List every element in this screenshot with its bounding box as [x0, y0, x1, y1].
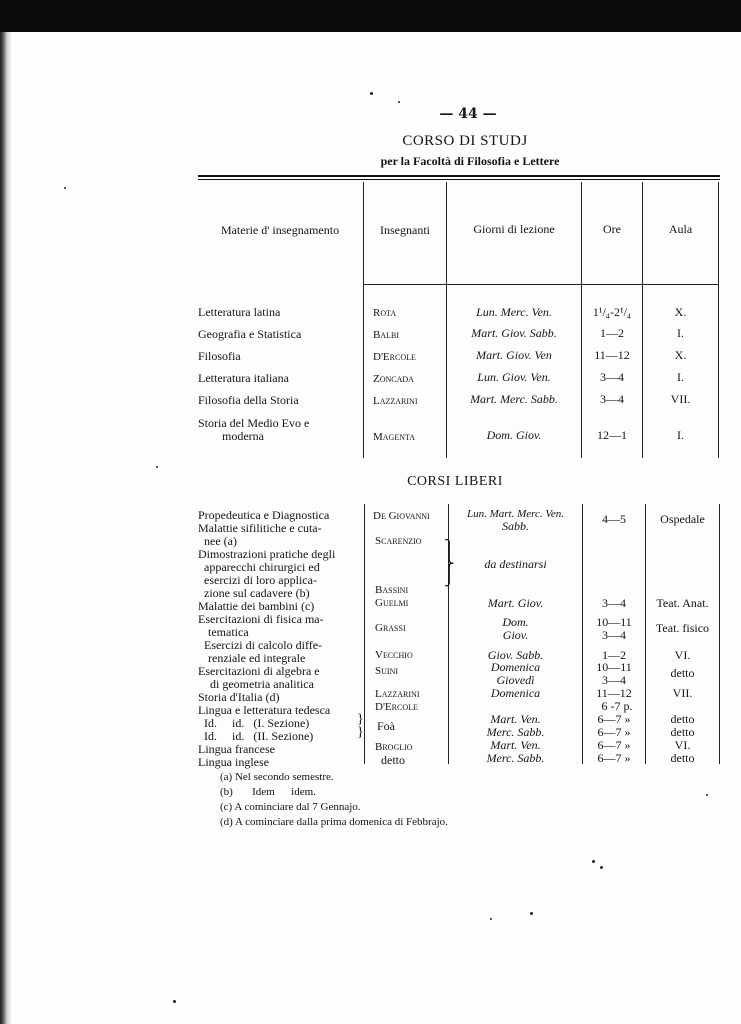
footnote-text: A cominciare dalla prima domenica di Febbrajo. — [234, 816, 448, 828]
insegnante-cell: Vecchio — [375, 649, 413, 661]
giorni-cell: Sabb. — [502, 519, 529, 533]
aula-cell: detto — [670, 751, 695, 765]
footnote-mark: (d) — [220, 816, 233, 828]
insegnante-cell: D'Ercole — [373, 351, 416, 363]
table-top-rule-thin — [198, 179, 720, 180]
materia-cell: Esercitazioni di fisica ma- — [198, 612, 324, 626]
scan-speck — [64, 187, 66, 189]
giorni-cell: Lun. Merc. Ven. — [476, 305, 552, 319]
materia-cell: Filosofia — [198, 349, 241, 363]
aula-cell: I. — [677, 428, 684, 442]
ore-cell: 1—2 — [600, 326, 624, 340]
giorni-cell: Mart. Giov. Sabb. — [471, 326, 557, 340]
materia-cell: zione sul cadavere (b) — [204, 586, 310, 600]
materia-cell: Geografia e Statistica — [198, 327, 302, 341]
giorni-cell: Lun. Giov. Ven. — [477, 370, 551, 384]
insegnante-cell: Scarenzio — [375, 535, 422, 547]
giorni-cell: Mart. Ven. — [490, 712, 541, 726]
ore-cell: 10—11 — [596, 615, 632, 629]
section-title-corsi-liberi: CORSI LIBERI — [407, 474, 503, 489]
footnote — [220, 801, 361, 813]
aula-cell: Teat. Anat. — [656, 596, 709, 610]
aula-cell: VI. — [674, 648, 691, 662]
materia-cell: Esercitazioni di algebra e — [198, 664, 320, 678]
materia-cell: Id. id. (II. Sezione) — [204, 729, 314, 743]
insegnante-cell: Balbi — [373, 329, 400, 341]
giorni-cell: Giov. — [502, 628, 529, 642]
table1-header-rule — [363, 284, 719, 285]
table1-header-materie: Materie d' insegnamento — [220, 223, 340, 237]
footnote-text: Nel secondo semestre. — [234, 771, 334, 783]
footnote — [220, 771, 334, 783]
page-subtitle: per la Facoltà di Filosofia e Lettere — [380, 154, 560, 168]
table2-col-divider — [364, 504, 365, 764]
giorni-cell: Domenica — [490, 686, 541, 700]
insegnante-cell: Suini — [375, 665, 399, 677]
scan-speck — [173, 1000, 176, 1003]
giorni-cell: Domenica — [490, 660, 541, 674]
aula-cell: VII. — [670, 392, 691, 406]
insegnante-cell: Broglio — [375, 741, 413, 753]
ore-cell: 3—4 — [602, 673, 626, 687]
table1-header-giorni: Giorni di lezione — [473, 222, 555, 236]
ore-cell: 3—4 — [602, 628, 626, 642]
scan-speck — [490, 918, 492, 920]
giorni-cell: Giov. Sabb. — [487, 648, 544, 662]
insegnante-cell: Lazzarini — [373, 395, 418, 407]
scan-speck — [706, 794, 708, 796]
scan-speck — [600, 866, 603, 869]
table2-col-divider — [719, 504, 720, 764]
giorni-cell: Merc. Sabb. — [486, 751, 545, 765]
table1-col-divider — [718, 182, 719, 458]
materia-cell: Storia del Medio Evo e — [198, 416, 310, 430]
materia-cell: di geometria analitica — [210, 677, 314, 691]
materia-cell: Id. id. (I. Sezione) — [204, 716, 310, 730]
materia-cell: apparecchi chirurgici ed — [204, 560, 320, 574]
aula-cell: detto — [670, 666, 695, 680]
brace-mark: } — [357, 712, 364, 727]
ore-cell: 3—4 — [600, 370, 624, 384]
table-top-rule — [198, 175, 720, 177]
insegnante-cell: Foà — [377, 719, 395, 733]
page-number: — 44 — — [439, 106, 497, 122]
materia-cell: Letteratura italiana — [198, 371, 289, 385]
insegnante-cell: Rota — [373, 307, 397, 319]
scan-speck — [398, 101, 400, 103]
giorni-cell: Dom. — [502, 615, 529, 629]
brace-mark: } — [357, 725, 364, 740]
footnote — [220, 816, 448, 828]
materia-cell: Lingua e letteratura tedesca — [198, 703, 331, 717]
materia-cell: Malattie dei bambini (c) — [198, 599, 315, 613]
insegnante-cell: Guelmi — [375, 597, 409, 609]
table1-header-insegnanti: Insegnanti — [380, 223, 430, 237]
materia-cell: Filosofia della Storia — [198, 393, 299, 407]
materia-cell: Storia d'Italia (d) — [198, 690, 280, 704]
footnote-text: A cominciare dal 7 Gennajo. — [234, 801, 361, 813]
ore-cell: 11—12 — [594, 348, 630, 362]
materia-cell: nee (a) — [204, 534, 237, 548]
ore-cell: 6—7 » — [597, 738, 631, 752]
table1-header-aula: Aula — [668, 222, 693, 236]
insegnante-cell: Grassi — [375, 622, 406, 634]
giorni-cell: Dom. Giov. — [486, 428, 542, 442]
table1-header-ore: Ore — [603, 222, 621, 236]
giorni-cell: Mart. Giov. — [487, 596, 544, 610]
materia-cell: esercizi di loro applica- — [204, 573, 317, 587]
giorni-cell: Mart. Merc. Sabb. — [470, 392, 558, 406]
giorni-cell: Lun. Mart. Merc. Ven. — [466, 508, 565, 520]
insegnante-cell: Bassini — [375, 584, 409, 596]
ore-cell: 6—7 » — [597, 712, 631, 726]
aula-cell: X. — [674, 305, 687, 319]
giorni-cell: Mart. Giov. Ven — [476, 348, 552, 362]
materia-cell: Esercizi di calcolo diffe- — [204, 638, 323, 652]
materia-cell: renziale ed integrale — [208, 651, 306, 665]
materia-cell: Letteratura latina — [198, 305, 281, 319]
insegnante-cell: Magenta — [373, 431, 416, 443]
ore-cell: 4—5 — [602, 512, 626, 526]
materia-cell: Dimostrazioni pratiche degli — [198, 547, 336, 561]
giorni-cell: da destinarsi — [484, 557, 547, 571]
materia-cell: Lingua inglese — [198, 755, 269, 769]
insegnante-cell: D'Ercole — [375, 701, 418, 713]
page-title: CORSO DI STUDJ — [402, 133, 528, 149]
scan-speck — [370, 92, 373, 95]
aula-cell: VII. — [672, 686, 693, 700]
ore-cell: 6 -7 p. — [601, 699, 633, 713]
materia-cell: Lingua francese — [198, 742, 275, 756]
footnote-mark: (a) — [220, 771, 233, 783]
scan-speck — [530, 912, 533, 915]
brace-mark: ⎭ — [444, 572, 455, 587]
materia-cell: Malattie sifilitiche e cuta- — [198, 521, 322, 535]
aula-cell: I. — [677, 370, 684, 384]
ore-cell: 3—4 — [602, 596, 626, 610]
materia-cell: Propedeutica e Diagnostica — [198, 508, 330, 522]
aula-cell: Teat. fisico — [655, 621, 710, 635]
ore-cell: 6—7 » — [597, 751, 631, 765]
scan-speck — [156, 466, 158, 468]
footnote-mark: (b) — [220, 786, 233, 798]
ore-cell: 3—4 — [600, 392, 624, 406]
ore-cell: 1—2 — [602, 648, 626, 662]
scan-left-edge — [0, 32, 12, 1024]
insegnante-cell: De Giovanni — [373, 510, 430, 522]
brace-mark: ⎬ — [444, 557, 455, 572]
aula-cell: detto — [670, 712, 695, 726]
ore-cell: 6—7 » — [597, 725, 631, 739]
ore-cell: 1¹/₄-2¹/₄ — [592, 305, 632, 319]
footnote — [220, 786, 316, 798]
brace-mark: ⎫ — [444, 541, 455, 556]
materia-cell: tematica — [208, 625, 249, 639]
insegnante-cell: Zoncada — [373, 373, 414, 385]
ore-cell: 10—11 — [596, 660, 632, 674]
ore-cell: 12—1 — [597, 428, 627, 442]
giorni-cell: Giovedì — [496, 673, 535, 687]
ore-cell: 11—12 — [596, 686, 632, 700]
aula-cell: Ospedale — [660, 512, 705, 526]
giorni-cell: Mart. Ven. — [490, 738, 541, 752]
aula-cell: I. — [677, 326, 684, 340]
scan-top-border — [0, 0, 741, 32]
footnote-mark: (c) — [220, 801, 233, 813]
giorni-cell: Merc. Sabb. — [486, 725, 545, 739]
aula-cell: VI. — [674, 738, 691, 752]
aula-cell: detto — [670, 725, 695, 739]
materia-cell-cont: moderna — [222, 429, 264, 443]
insegnante-cell: detto — [381, 753, 405, 767]
scan-speck — [592, 860, 595, 863]
footnote-text: Idem idem. — [252, 786, 316, 798]
insegnante-cell: Lazzarini — [375, 688, 420, 700]
aula-cell: X. — [674, 348, 687, 362]
